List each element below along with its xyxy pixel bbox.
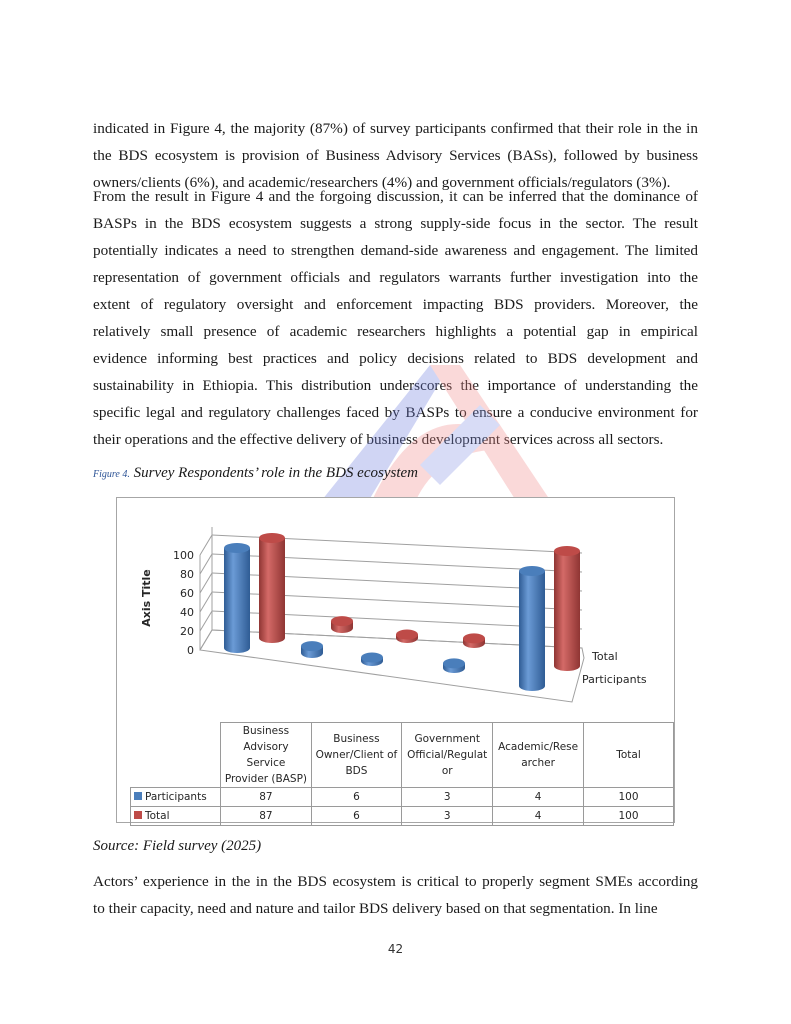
table-cell: 4	[493, 807, 584, 826]
cylinder-top	[554, 546, 580, 556]
bar-participants	[224, 543, 250, 653]
gridline-side	[200, 592, 212, 612]
y-tick-label: 80	[180, 568, 194, 581]
bar-total	[463, 633, 485, 648]
table-cell: 6	[311, 788, 402, 807]
cylinder-top	[361, 653, 383, 663]
text-line: BASPs in the BDS ecosystem suggests a strong supply-side focus in the sector. The result	[93, 215, 698, 232]
page-number: 42	[387, 942, 404, 956]
figure-source: Source: Field survey (2025)	[93, 838, 262, 854]
legend-swatch-red	[134, 811, 142, 819]
text-line: From the result in Figure 4 and the forgoing discussion, it can be inferred that the dominance of	[93, 188, 698, 205]
cylinder-body	[554, 551, 580, 671]
bar-total	[331, 616, 353, 633]
bar-total	[259, 533, 285, 643]
chart-bars	[224, 533, 580, 691]
text-line: relatively small presence of academic researchers highlights a potential gap in empirical	[93, 323, 698, 340]
figure-label: Figure 4.	[93, 469, 130, 480]
chart-container	[116, 497, 675, 823]
text-line: indicated in Figure 4, the majority (87%) of survey participants confirmed that their role in the in	[93, 120, 698, 137]
cylinder-top	[443, 658, 465, 668]
table-cell: 100	[584, 788, 674, 807]
chart-axis	[173, 549, 194, 657]
table-cell: 3	[402, 807, 493, 826]
table-header: Business Owner/Client of BDS	[311, 723, 402, 788]
bar-total	[554, 546, 580, 671]
text-line: extent of regulatory oversight and enforcement impacting BDS providers. Moreover, the	[93, 296, 698, 313]
cylinder-top	[463, 633, 485, 643]
text-line: potentially indicates a need to strengthen demand-side awareness and engagement. The limited	[93, 242, 698, 259]
y-tick-label: 0	[187, 644, 194, 657]
table-cell: 87	[221, 788, 311, 807]
table-header: Total	[584, 723, 674, 788]
table-header: Business Advisory Service Provider (BASP)	[221, 723, 311, 788]
table-cell: 6	[311, 807, 402, 826]
cylinder-top	[396, 630, 418, 640]
legend-swatch-blue	[134, 792, 142, 800]
table-cell: 4	[493, 788, 584, 807]
bar-total	[396, 630, 418, 643]
figure-caption	[93, 465, 418, 482]
discussion-paragraph	[93, 183, 698, 453]
text-line: evidence informing best practices and policy decisions related to BDS development and	[93, 350, 698, 367]
table-header: Academic/Rese archer	[493, 723, 584, 788]
cylinder-top	[259, 533, 285, 543]
bar-participants	[361, 653, 383, 666]
gridline-side	[200, 611, 212, 631]
gridline-side	[200, 554, 212, 574]
y-axis-title: Axis Title	[140, 569, 153, 627]
table-cell: 100	[584, 807, 674, 826]
chart-data-table	[130, 722, 674, 826]
y-tick-label: 60	[180, 587, 194, 600]
bar-participants	[519, 566, 545, 691]
text-line: representation of government officials and regulators warrants further investigation into the	[93, 269, 698, 286]
table-row	[131, 807, 674, 826]
legend-participants: Participants	[131, 788, 221, 807]
text-line: to their capacity, need and nature and tailor BDS delivery based on that segmentation. In line	[93, 900, 658, 917]
gridline-side	[200, 573, 212, 593]
table-header: Government Official/Regulat or	[402, 723, 493, 788]
cylinder-top	[224, 543, 250, 553]
bar-participants	[301, 641, 323, 658]
table-cell: 87	[221, 807, 311, 826]
cylinder-body	[519, 571, 545, 691]
cylinder-body	[259, 538, 285, 643]
cylinder-body	[224, 548, 250, 653]
table-row	[131, 788, 674, 807]
depth-label-participants: Participants	[582, 673, 647, 686]
text-line: specific legal and regulatory challenges faced by BASPs to ensure a conducive environment for	[93, 404, 698, 421]
y-tick-label: 20	[180, 625, 194, 638]
cylinder-top	[331, 616, 353, 626]
depth-label-total: Total	[592, 650, 618, 663]
y-tick-label: 100	[173, 549, 194, 562]
text-line: owners/clients (6%), and academic/researchers (4%) and government officials/regulators (3%).	[93, 174, 671, 191]
y-tick-label: 40	[180, 606, 194, 619]
legend-total: Total	[131, 807, 221, 826]
figure-title: Survey Respondents’ role in the BDS ecosystem	[133, 465, 418, 481]
table-cell: 3	[402, 788, 493, 807]
text-line: sustainability in Ethiopia. This distribution underscores the importance of understanding the	[93, 377, 698, 394]
text-line: Actors’ experience in the in the BDS ecosystem is critical to properly segment SMEs according	[93, 873, 698, 890]
text-line: the BDS ecosystem is provision of Business Advisory Services (BASs), followed by business	[93, 147, 698, 164]
bar-participants	[443, 658, 465, 673]
gridline-side	[200, 535, 212, 555]
cylinder-top	[519, 566, 545, 576]
experience-paragraph	[93, 868, 698, 922]
cylinder-top	[301, 641, 323, 651]
text-line: their operations and the effective delivery of business development services across all sectors.	[93, 431, 664, 448]
